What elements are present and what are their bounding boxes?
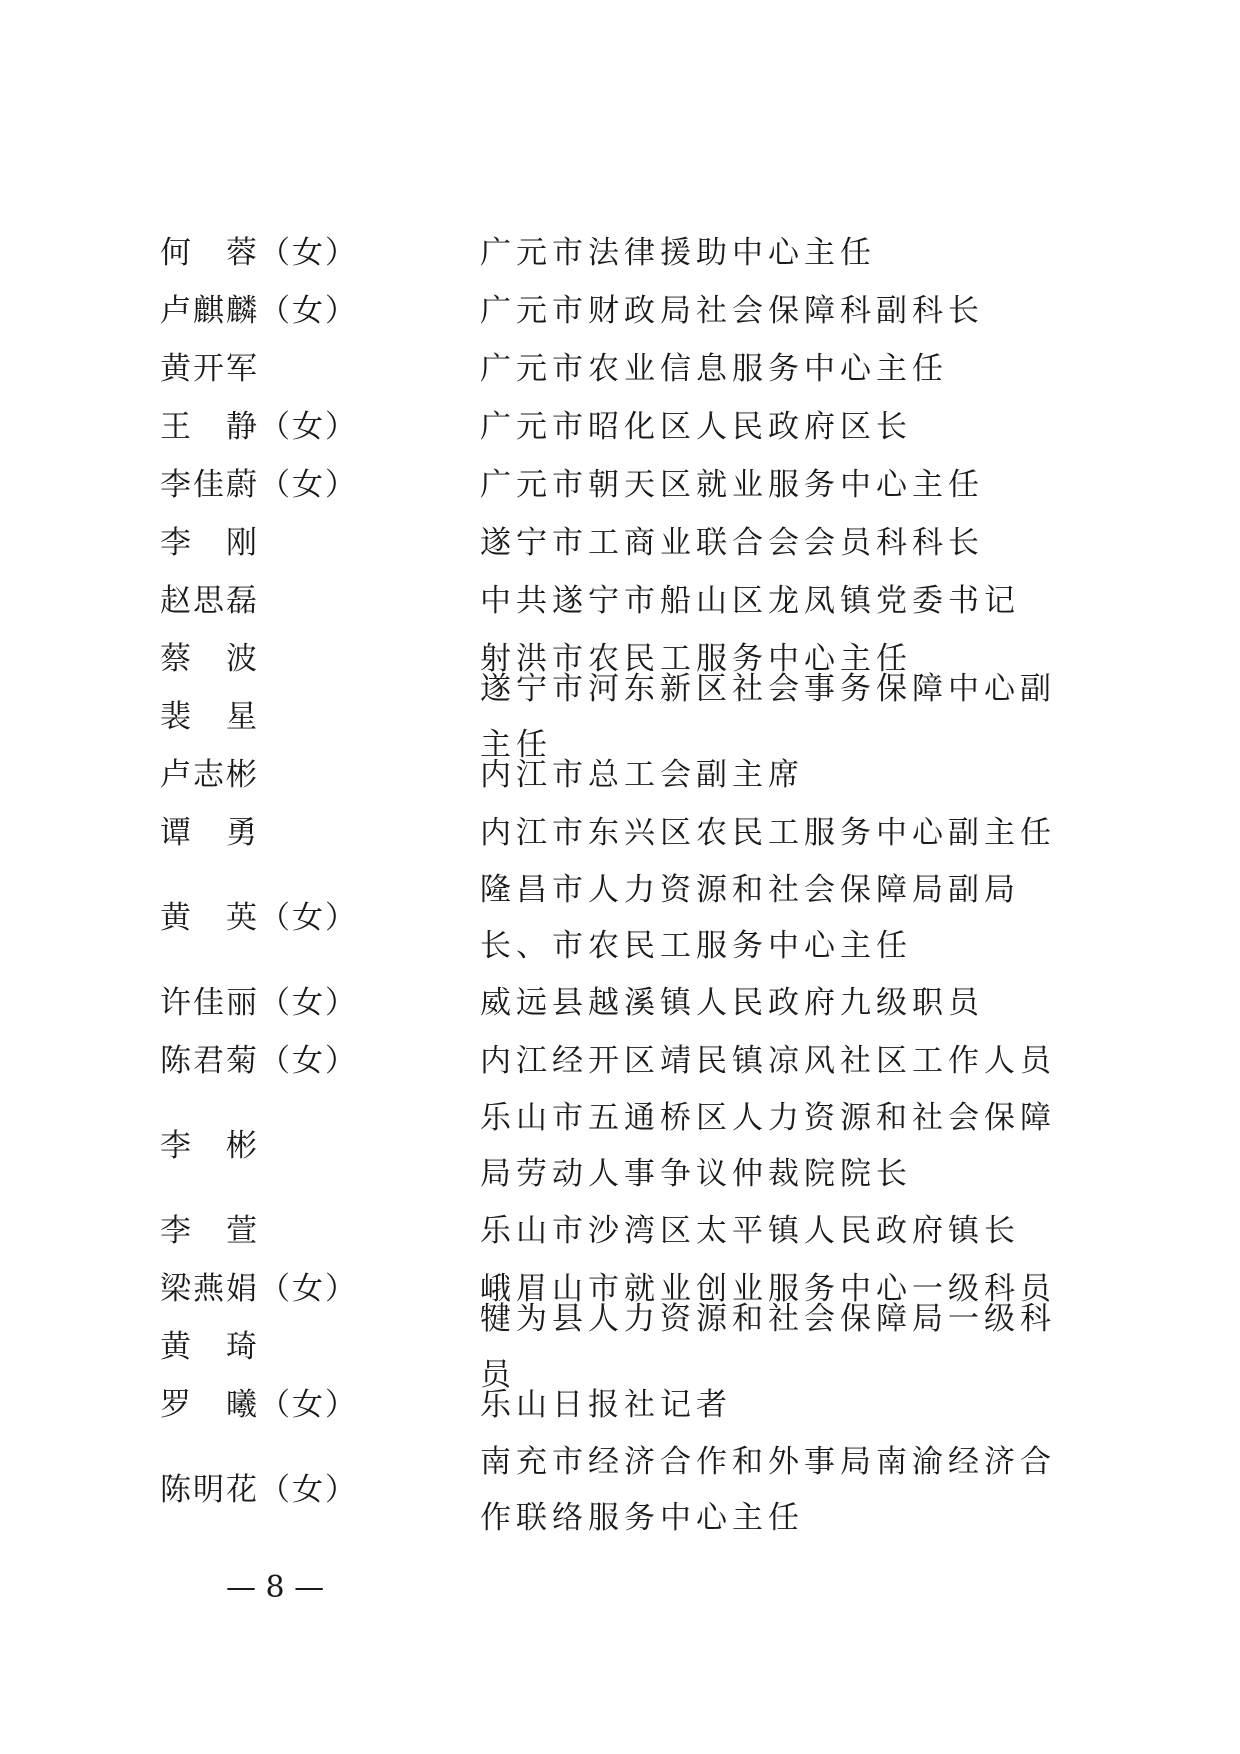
list-item bbox=[160, 340, 1090, 398]
list-item bbox=[160, 1090, 1090, 1202]
list-item bbox=[160, 1202, 1090, 1260]
page-number: — 8 — bbox=[226, 1570, 325, 1605]
person-name: 卢麒麟（女） bbox=[160, 293, 358, 329]
person-name: 李 萱 bbox=[160, 1213, 259, 1249]
person-name: 蔡 波 bbox=[160, 641, 259, 677]
person-name: 李佳蔚（女） bbox=[160, 467, 358, 503]
person-title: 威远县越溪镇人民政府九级职员 bbox=[480, 985, 984, 1021]
list-item bbox=[160, 1434, 1090, 1546]
person-title: 南充市经济合作和外事局南渝经济合作联络服务中心主任 bbox=[480, 1444, 1056, 1536]
person-title: 乐山市沙湾区太平镇人民政府镇长 bbox=[480, 1213, 1020, 1249]
list-item bbox=[160, 282, 1090, 340]
person-title: 广元市农业信息服务中心主任 bbox=[480, 351, 948, 387]
list-item bbox=[160, 974, 1090, 1032]
person-title: 射洪市农民工服务中心主任 bbox=[480, 641, 912, 677]
person-name: 陈君菊（女） bbox=[160, 1043, 358, 1079]
person-name: 陈明花（女） bbox=[160, 1472, 358, 1508]
list-item bbox=[160, 456, 1090, 514]
person-name: 黄 琦 bbox=[160, 1329, 259, 1365]
person-name: 王 静（女） bbox=[160, 409, 358, 445]
person-title: 广元市法律援助中心主任 bbox=[480, 235, 876, 271]
person-name: 罗 曦（女） bbox=[160, 1387, 358, 1423]
person-name: 李 彬 bbox=[160, 1128, 259, 1164]
list-item bbox=[160, 671, 1090, 763]
person-title: 隆昌市人力资源和社会保障局副局长、市农民工服务中心主任 bbox=[480, 872, 1020, 964]
person-title: 遂宁市工商业联合会会员科科长 bbox=[480, 525, 984, 561]
person-title: 广元市财政局社会保障科副科长 bbox=[480, 293, 984, 329]
person-name: 黄开军 bbox=[160, 351, 259, 387]
person-name: 谭 勇 bbox=[160, 815, 259, 851]
list-item bbox=[160, 572, 1090, 630]
person-name: 何 蓉（女） bbox=[160, 235, 358, 271]
list-item bbox=[160, 862, 1090, 974]
person-title: 峨眉山市就业创业服务中心一级科员 bbox=[480, 1271, 1056, 1307]
person-title: 乐山市五通桥区人力资源和社会保障局劳动人事争议仲裁院院长 bbox=[480, 1100, 1056, 1192]
list-item bbox=[160, 514, 1090, 572]
person-title: 内江市东兴区农民工服务中心副主任 bbox=[480, 815, 1056, 851]
list-item bbox=[160, 746, 1090, 804]
person-title: 内江经开区靖民镇凉风社区工作人员 bbox=[480, 1043, 1056, 1079]
list-item bbox=[160, 1032, 1090, 1090]
list-item bbox=[160, 224, 1090, 282]
list-item bbox=[160, 804, 1090, 862]
person-title: 内江市总工会副主席 bbox=[480, 757, 804, 793]
person-name: 李 刚 bbox=[160, 525, 259, 561]
person-title: 犍为县人力资源和社会保障局一级科员 bbox=[480, 1301, 1056, 1393]
person-title: 中共遂宁市船山区龙凤镇党委书记 bbox=[480, 583, 1020, 619]
person-name: 卢志彬 bbox=[160, 757, 259, 793]
honoree-list bbox=[160, 224, 1090, 1546]
person-name: 赵思磊 bbox=[160, 583, 259, 619]
person-title: 遂宁市河东新区社会事务保障中心副主任 bbox=[480, 671, 1056, 763]
list-item bbox=[160, 1376, 1090, 1434]
person-title: 广元市昭化区人民政府区长 bbox=[480, 409, 912, 445]
person-name: 梁燕娟（女） bbox=[160, 1271, 358, 1307]
person-name: 裴 星 bbox=[160, 699, 259, 735]
list-item bbox=[160, 398, 1090, 456]
person-name: 黄 英（女） bbox=[160, 900, 358, 936]
person-name: 许佳丽（女） bbox=[160, 985, 358, 1021]
person-title: 乐山日报社记者 bbox=[480, 1387, 732, 1423]
list-item bbox=[160, 1301, 1090, 1393]
person-title: 广元市朝天区就业服务中心主任 bbox=[480, 467, 984, 503]
